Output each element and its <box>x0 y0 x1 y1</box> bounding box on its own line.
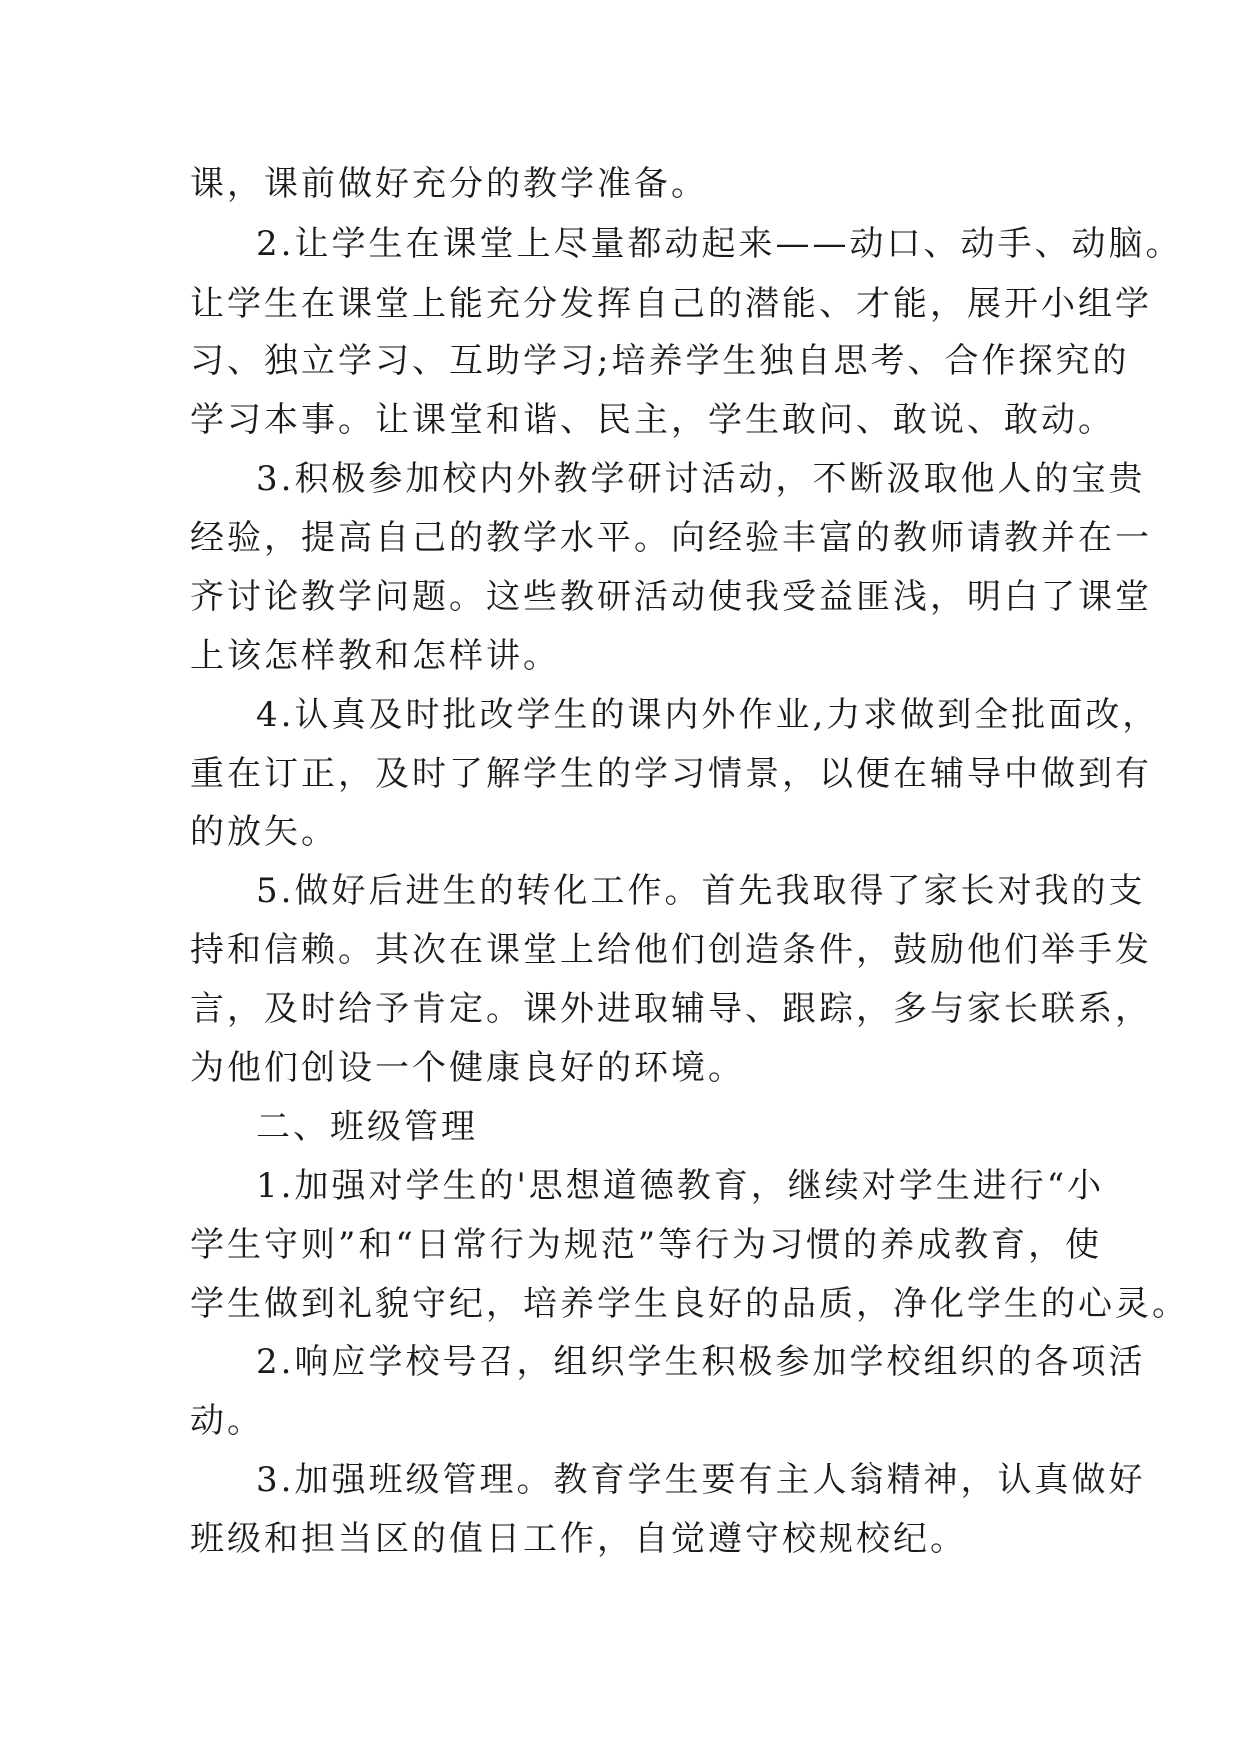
text-line: 持和信赖。其次在课堂上给他们创造条件，鼓励他们举手发 <box>190 930 1152 970</box>
text-line: 重在订正，及时了解学生的学习情景，以便在辅导中做到有 <box>190 754 1152 794</box>
text-line: 学习本事。让课堂和谐、民主，学生敢问、敢说、敢动。 <box>190 400 1115 440</box>
text-line: 动。 <box>190 1401 264 1441</box>
text-line: 5.做好后进生的转化工作。首先我取得了家长对我的支 <box>256 871 1146 911</box>
text-line: 3.积极参加校内外教学研讨活动，不断汲取他人的宝贵 <box>256 459 1146 499</box>
text-line: 习、独立学习、互助学习;培养学生独自思考、合作探究的 <box>190 341 1130 381</box>
text-line: 2.响应学校号召，组织学生积极参加学校组织的各项活 <box>256 1342 1146 1382</box>
text-line: 4.认真及时批改学生的课内外作业,力求做到全批面改， <box>256 695 1160 735</box>
text-line: 言，及时给予肯定。课外进取辅导、跟踪，多与家长联系， <box>190 989 1152 1029</box>
text-line: 齐讨论教学问题。这些教研活动使我受益匪浅，明白了课堂 <box>190 577 1152 617</box>
section-heading: 二、班级管理 <box>256 1107 478 1147</box>
text-line: 上该怎样教和怎样讲。 <box>190 636 560 676</box>
text-line: 1.加强对学生的'思想道德教育，继续对学生进行“小 <box>256 1166 1105 1206</box>
text-line: 学生守则”和“日常行为规范”等行为习惯的养成教育，使 <box>190 1225 1103 1265</box>
text-line: 学生做到礼貌守纪，培养学生良好的品质，净化学生的心灵。 <box>190 1284 1189 1324</box>
text-line: 班级和担当区的值日工作，自觉遵守校规校纪。 <box>190 1519 967 1559</box>
text-line: 的放矢。 <box>190 812 338 852</box>
text-line: 3.加强班级管理。教育学生要有主人翁精神，认真做好 <box>256 1460 1146 1500</box>
text-line: 2.让学生在课堂上尽量都动起来——动口、动手、动脑。 <box>256 224 1183 264</box>
text-line: 让学生在课堂上能充分发挥自己的潜能、才能，展开小组学 <box>190 284 1152 324</box>
text-line: 经验，提高自己的教学水平。向经验丰富的教师请教并在一 <box>190 518 1152 558</box>
text-line: 课，课前做好充分的教学准备。 <box>190 164 708 204</box>
text-line: 为他们创设一个健康良好的环境。 <box>190 1048 745 1088</box>
